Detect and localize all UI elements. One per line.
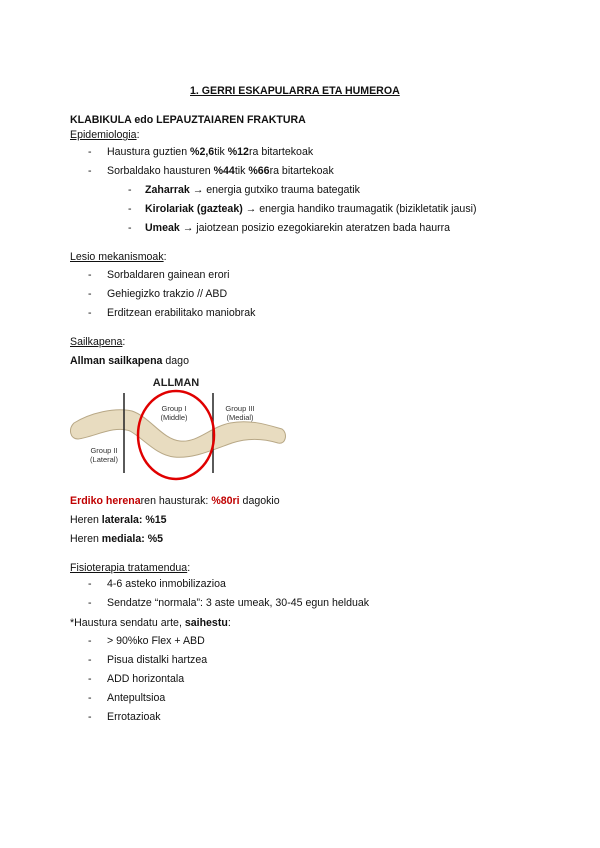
avoid-item: Antepultsioa — [107, 692, 166, 704]
bullet-dash: - — [88, 578, 92, 590]
bullet-dash: - — [88, 165, 92, 177]
figure-title: ALLMAN — [152, 377, 200, 389]
mechanism-item: Gehiegizko trakzio // ABD — [107, 288, 228, 300]
bullet-dash: - — [88, 673, 92, 685]
bullet-dash: - — [128, 203, 132, 215]
avoid-item: ADD horizontala — [107, 673, 185, 685]
mechanism-item: Erditzean erabilitako maniobrak — [107, 307, 256, 319]
bullet-dash: - — [128, 222, 132, 234]
allman-clavicle-figure — [70, 373, 290, 485]
bullet-dash: - — [88, 269, 92, 281]
avoid-item: Errotazioak — [107, 711, 161, 723]
epidemiology-subitem: Umeak → jaiotzean posizio ezegokiarekin ateratzen bada haurra — [145, 222, 451, 234]
bullet-dash: - — [88, 597, 92, 609]
avoid-item: Pisua distalki hartzea — [107, 654, 208, 666]
physio-heading: Fisioterapia tratamendua: — [70, 562, 191, 574]
mechanism-heading: Lesio mekanismoak: — [70, 251, 167, 263]
epidemiology-item: Sorbaldako hausturen %44tik %66ra bitartekoak — [107, 165, 334, 177]
middle-third-text: Erdiko herenaren hausturak: %80ri dagokio — [70, 495, 280, 507]
epidemiology-heading: Epidemiologia: — [70, 129, 140, 141]
bullet-dash: - — [88, 288, 92, 300]
avoid-item: > 90%ko Flex + ABD — [107, 635, 205, 647]
lateral-third-text: Heren laterala: %15 — [70, 514, 167, 526]
clavicle-diagram — [70, 373, 290, 485]
bullet-dash: - — [88, 146, 92, 158]
bullet-dash: - — [88, 711, 92, 723]
epidemiology-subitem: Kirolariak (gazteak) → energia handiko traumagatik (bizikletatik jausi) — [145, 203, 477, 215]
group1-sub: (Middle) — [160, 413, 188, 422]
epidemiology-subitem: Zaharrak → energia gutxiko trauma bategatik — [145, 184, 360, 196]
physio-item: Sendatze “normala”: 3 aste umeak, 30-45 egun helduak — [107, 597, 370, 609]
group2-sub: (Lateral) — [90, 455, 118, 464]
avoid-note: *Haustura sendatu arte, saihestu: — [70, 617, 231, 629]
page-title: 1. GERRI ESKAPULARRA ETA HUMEROA — [190, 85, 400, 97]
bullet-dash: - — [88, 654, 92, 666]
group1-label: Group I — [161, 404, 187, 413]
physio-item: 4-6 asteko inmobilizazioa — [107, 578, 226, 590]
group3-label: Group III — [225, 404, 255, 413]
allman-text: Allman sailkapena dago — [70, 355, 189, 367]
group3-sub: (Medial) — [226, 413, 254, 422]
section-title: KLABIKULA edo LEPAUZTAIAREN FRAKTURA — [70, 114, 306, 126]
bullet-dash: - — [88, 635, 92, 647]
group2-label: Group II — [90, 446, 118, 455]
bullet-dash: - — [88, 307, 92, 319]
epidemiology-item: Haustura guztien %2,6tik %12ra bitartekoak — [107, 146, 314, 158]
mechanism-item: Sorbaldaren gainean erori — [107, 269, 230, 281]
bullet-dash: - — [88, 692, 92, 704]
medial-third-text: Heren mediala: %5 — [70, 533, 164, 545]
bullet-dash: - — [128, 184, 132, 196]
classification-heading: Sailkapena: — [70, 336, 126, 348]
